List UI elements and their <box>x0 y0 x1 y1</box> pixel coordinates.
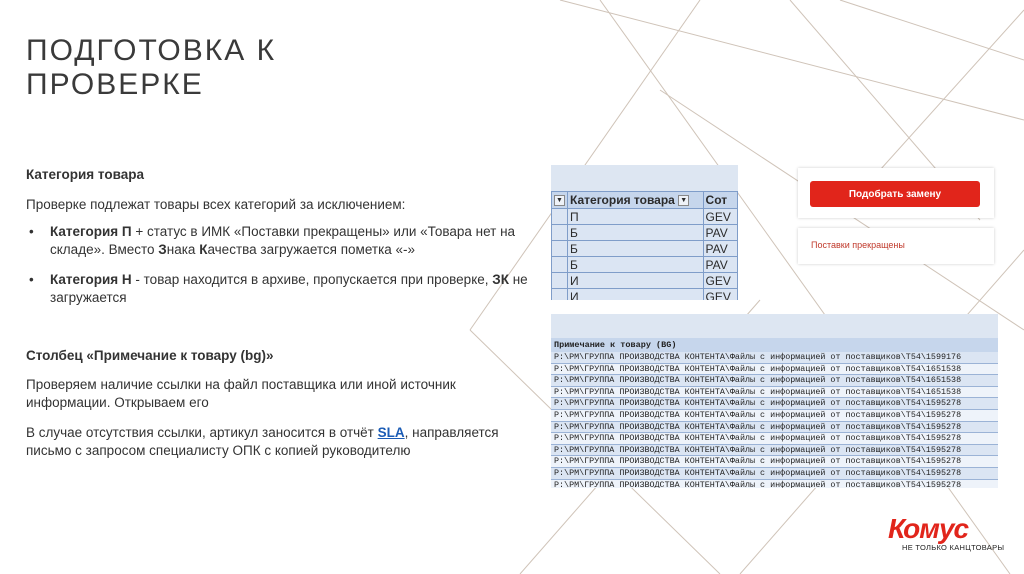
table-row[interactable]: P:\PM\ГРУППА ПРОИЗВОДСТВА КОНТЕНТА\Файлы с информацией от поставщиков\T54\1595278 <box>551 433 998 445</box>
table-row <box>552 241 738 257</box>
bullet-text: Категория П + статус в ИМК «Поставки прекращены» или «Товара нет на складе». Вместо Знака Качества загружается пометка «-» <box>50 224 516 257</box>
table-cell: PAV <box>703 257 737 273</box>
table-row[interactable]: P:\PM\ГРУППА ПРОИЗВОДСТВА КОНТЕНТА\Файлы с информацией от поставщиков\T54\1595278 <box>551 445 998 457</box>
table-row <box>552 225 738 241</box>
category-table-screenshot <box>551 165 738 300</box>
komus-logo <box>884 512 1005 556</box>
table-cell: GEV <box>703 289 737 301</box>
bullet-text: Категория Н - товар находится в архиве, пропускается при проверке, ЗК не загружается <box>50 272 528 305</box>
table-row[interactable]: P:\PM\ГРУППА ПРОИЗВОДСТВА КОНТЕНТА\Файлы с информацией от поставщиков\T54\1651538 <box>551 387 998 399</box>
table-row[interactable]: P:\PM\ГРУППА ПРОИЗВОДСТВА КОНТЕНТА\Файлы с информацией от поставщиков\T54\1599176 <box>551 352 998 364</box>
table-cell: Б <box>568 241 704 257</box>
table-row[interactable]: P:\PM\ГРУППА ПРОИЗВОДСТВА КОНТЕНТА\Файлы с информацией от поставщиков\T54\1595278 <box>551 410 998 422</box>
column-header-category[interactable]: Категория товара ▼ <box>568 192 704 209</box>
table-row <box>552 289 738 301</box>
section2-para2: В случае отсутствия ссылки, артикул заносится в отчёт SLA, направляется письмо с запросом специалисту ОПК с копией руководителю <box>26 425 499 458</box>
filter-dropdown-icon[interactable]: ▼ <box>678 195 689 206</box>
table-row[interactable]: P:\PM\ГРУППА ПРОИЗВОДСТВА КОНТЕНТА\Файлы с информацией от поставщиков\T54\1651538 <box>551 364 998 376</box>
table-cell: GEV <box>703 273 737 289</box>
svg-text:Комус: Комус <box>888 513 969 544</box>
table-cell: PAV <box>703 241 737 257</box>
sla-link[interactable]: SLA <box>377 425 405 440</box>
status-panel <box>798 228 994 264</box>
table-row[interactable]: P:\PM\ГРУППА ПРОИЗВОДСТВА КОНТЕНТА\Файлы с информацией от поставщиков\T54\1595278 <box>551 456 998 468</box>
note-column-screenshot <box>551 314 998 488</box>
table-row <box>552 273 738 289</box>
filter-cell[interactable] <box>552 192 568 209</box>
section2-heading: Столбец «Примечание к товару (bg)» <box>26 348 274 363</box>
table-row[interactable]: P:\PM\ГРУППА ПРОИЗВОДСТВА КОНТЕНТА\Файлы с информацией от поставщиков\T54\1595278 <box>551 468 998 480</box>
table-row <box>552 209 738 225</box>
section1-intro: Проверке подлежат товары всех категорий за исключением: <box>26 197 406 212</box>
table-cell: GEV <box>703 209 737 225</box>
table-row[interactable]: P:\PM\ГРУППА ПРОИЗВОДСТВА КОНТЕНТА\Файлы с информацией от поставщиков\T54\1595278 <box>551 422 998 434</box>
page-title-line-2: ПРОВЕРКЕ <box>26 68 204 101</box>
filter-dropdown-icon[interactable]: ▼ <box>554 195 565 206</box>
table-cell: П <box>568 209 704 225</box>
column-header-partial[interactable]: Сот <box>703 192 737 209</box>
table-cell: И <box>568 273 704 289</box>
table-row[interactable]: P:\PM\ГРУППА ПРОИЗВОДСТВА КОНТЕНТА\Файлы с информацией от поставщиков\T54\1595278 <box>551 480 998 488</box>
table-cell: И <box>568 289 704 301</box>
replace-button-panel <box>798 168 994 218</box>
section2-para1: Проверяем наличие ссылки на файл поставщика или иной источник информации. Открываем его <box>26 377 456 410</box>
note-rows <box>551 352 998 488</box>
category-table <box>551 191 738 300</box>
table-cell: Б <box>568 257 704 273</box>
bullet-dot: • <box>29 272 34 287</box>
find-replacement-button[interactable]: Подобрать замену <box>810 181 980 207</box>
table-row[interactable]: P:\PM\ГРУППА ПРОИЗВОДСТВА КОНТЕНТА\Файлы с информацией от поставщиков\T54\1595278 <box>551 398 998 410</box>
table-cell: Б <box>568 225 704 241</box>
komus-logo-mark <box>884 512 1002 544</box>
page-title-line-1: ПОДГОТОВКА К <box>26 34 277 67</box>
table-row[interactable]: P:\PM\ГРУППА ПРОИЗВОДСТВА КОНТЕНТА\Файлы с информацией от поставщиков\T54\1651538 <box>551 375 998 387</box>
table-cell: PAV <box>703 225 737 241</box>
bullet-dot: • <box>29 224 34 239</box>
logo-tagline: НЕ ТОЛЬКО КАНЦТОВАРЫ <box>902 543 1005 552</box>
table-row <box>552 257 738 273</box>
note-column-header[interactable]: Примечание к товару (BG) <box>551 338 998 352</box>
section1-heading: Категория товара <box>26 167 144 182</box>
status-supplies-stopped: Поставки прекращены <box>811 240 905 250</box>
page-title <box>26 34 276 102</box>
